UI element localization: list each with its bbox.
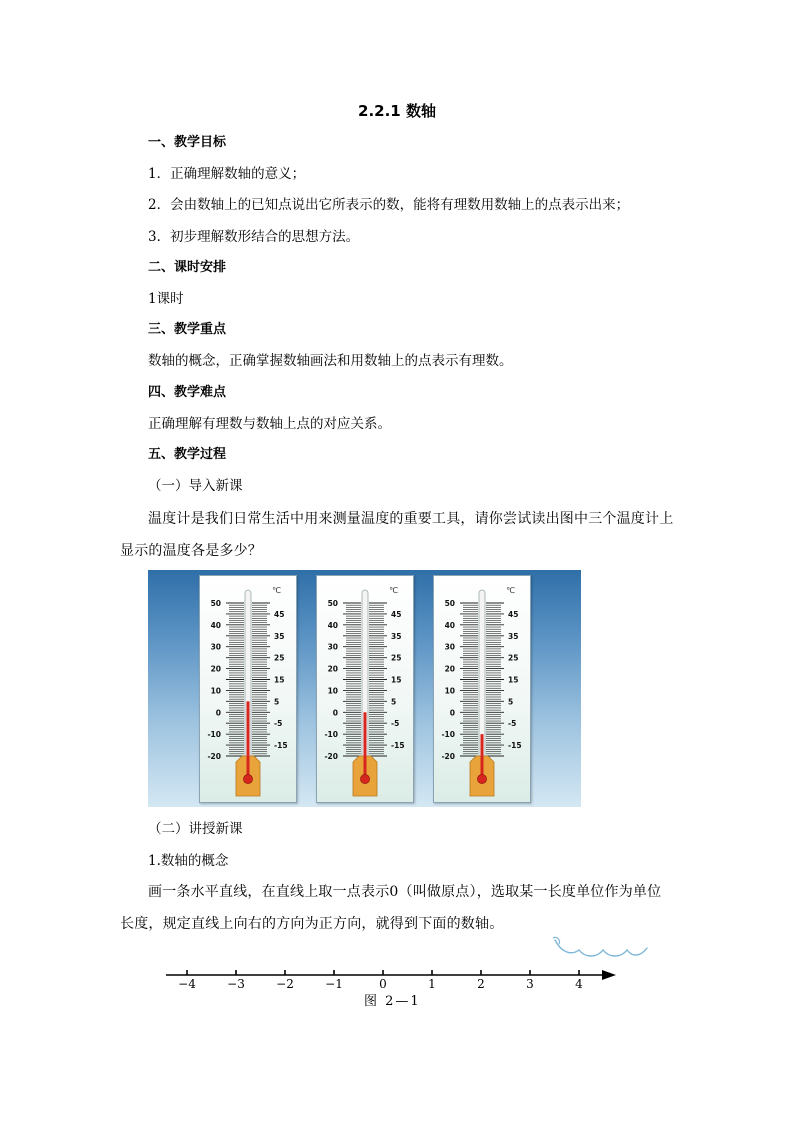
key-heading: 三、教学重点 [148,322,227,337]
scale-label-left: 50 [444,599,455,608]
scale-label-right: 5 [508,697,514,707]
number-line-tick-label: −3 [227,977,245,991]
scale-label-left: -20 [324,752,338,761]
scale-label-right: 35 [508,631,519,641]
mercury-bulb [477,774,486,783]
number-line-tick-label: 4 [575,977,583,991]
scale-label-right: -15 [274,741,288,751]
teach-heading: （二）讲授新课 [148,821,243,837]
mercury-bulb [360,774,369,783]
number-line-arrow-icon [602,970,616,980]
scale-label-right: 45 [274,609,285,619]
scale-label-left: 40 [327,620,338,630]
concept-paragraph: 画一条水平直线，在直线上取一点表示0（叫做原点），选取某一长度单位作为单位长度，规定直线上向右的方向为正方向，就得到下面的数轴。 [120,884,662,932]
thermometer-1 [199,575,297,803]
scale-label-right: -5 [391,719,400,729]
number-line-tick-label: 1 [428,977,436,991]
number-line-tick-label: −4 [178,977,196,991]
scale-label-left: -10 [324,730,338,740]
scale-label-left: 30 [210,642,221,652]
scale-label-right: 5 [391,697,397,707]
schedule-heading: 二、课时安排 [148,260,227,275]
scale-label-right: 45 [508,609,519,619]
number-line-tick-label: 0 [379,977,387,991]
scale-label-left: -10 [441,730,455,740]
thermometer-figure [148,570,581,807]
number-line-tick-label: −1 [325,977,343,991]
scale-label-right: 25 [274,653,285,663]
scale-label-left: 40 [210,620,221,630]
concept-heading: 1.数轴的概念 [148,853,229,869]
scale-label-right: -5 [508,719,517,729]
figure-caption: 图 2—1 [364,994,421,1009]
scale-label-right: 45 [391,609,402,619]
number-line-tick-label: 2 [477,977,485,991]
scale-label-right: -15 [391,741,405,751]
scale-label-right: 15 [274,675,285,685]
scale-label-right: 25 [508,653,519,663]
scale-label-left: 0 [215,708,221,718]
mercury-bulb [243,774,252,783]
scale-label-left: 10 [327,686,338,696]
scale-label-left: 30 [444,642,455,652]
page-title: 2.2.1 数轴 [358,102,436,120]
scale-label-left: 30 [327,642,338,652]
scale-label-right: 15 [508,675,519,685]
unit-label: ℃ [389,586,398,595]
scale-label-left: -20 [441,752,455,761]
intro-heading: （一）导入新课 [148,478,243,494]
goals-heading: 一、教学目标 [148,135,227,150]
scale-label-right: 5 [274,697,280,707]
mercury-column [481,734,484,776]
schedule-text: 1课时 [148,291,184,307]
scale-label-left: 50 [327,599,338,608]
scale-label-right: -15 [508,741,522,751]
number-line-tick-label: 3 [526,977,534,991]
goal-item-1: 1．正确理解数轴的意义； [148,166,306,182]
scale-label-left: 40 [444,620,455,630]
mercury-column [364,712,367,776]
thermometer-3-drawing [434,576,530,802]
scale-label-left: 20 [327,664,338,674]
scale-label-left: 0 [332,708,338,718]
scale-label-left: 10 [444,686,455,696]
difficulty-heading: 四、教学难点 [148,385,227,400]
thermometer-2-drawing [317,576,413,802]
scale-label-left: -20 [207,752,221,761]
scale-label-left: 10 [210,686,221,696]
unit-label: ℃ [506,586,515,595]
goal-item-2: 2．会由数轴上的已知点说出它所表示的数，能将有理数用数轴上的点表示出来； [148,197,630,213]
number-line-tick-label: −2 [276,977,294,991]
scale-label-right: 35 [391,631,402,641]
thermometer-3 [433,575,531,803]
scale-label-left: 20 [444,664,455,674]
unit-label: ℃ [272,586,281,595]
thermometer-2 [316,575,414,803]
intro-paragraph: 温度计是我们日常生活中用来测量温度的重要工具，请你尝试读出图中三个温度计上显示的温度各是多少？ [120,511,674,559]
scale-label-right: -5 [274,719,283,729]
scale-label-left: 50 [210,599,221,608]
key-text: 数轴的概念，正确掌握数轴画法和用数轴上的点表示有理数。 [148,353,513,369]
scale-label-right: 25 [391,653,402,663]
goal-item-3: 3．初步理解数形结合的思想方法。 [148,229,360,245]
thermometer-1-drawing [200,576,296,802]
scale-label-right: 15 [391,675,402,685]
process-heading: 五、教学过程 [148,447,227,462]
scale-label-left: 20 [210,664,221,674]
scale-label-left: -10 [207,730,221,740]
mercury-column [247,701,250,776]
scale-label-left: 0 [449,708,455,718]
scale-label-right: 35 [274,631,285,641]
difficulty-text: 正确理解有理数与数轴上点的对应关系。 [148,416,391,432]
